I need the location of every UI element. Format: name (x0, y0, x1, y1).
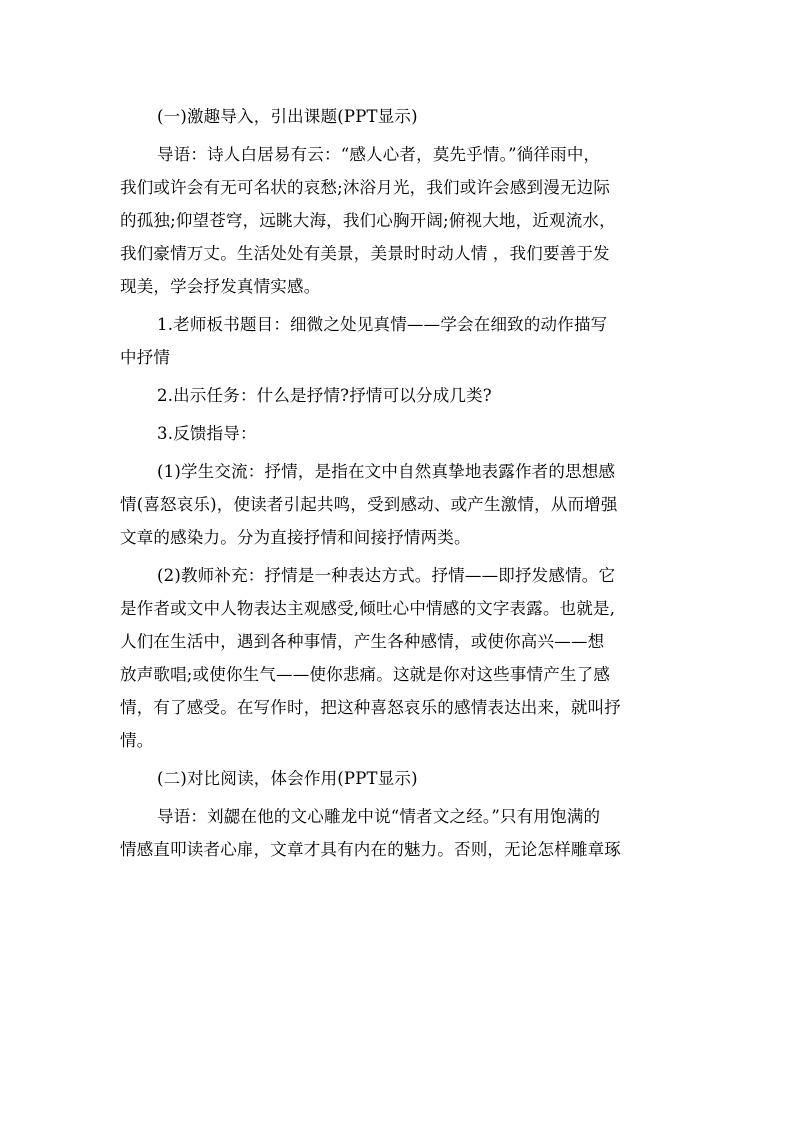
text-line: (2)教师补充：抒情是一种表达方式。抒情——即抒发感情。它 (157, 566, 616, 585)
text-line: 放声歌唱;或使你生气——使你悲痛。这就是你对这些事情产生了感 (120, 665, 611, 684)
text-line: 3.反馈指导： (157, 424, 257, 443)
text-line: (1)学生交流：抒情，是指在文中自然真挚地表露作者的思想感 (157, 462, 616, 481)
text-line: 情感直叩读者心扉，文章才具有内在的魅力。否则，无论怎样雕章琢 (120, 840, 621, 859)
text-line: 文章的感染力。分为直接抒情和间接抒情两类。 (120, 528, 471, 547)
text-line: 人们在生活中，遇到各种事情，产生各种感情，或使你高兴——想 (120, 632, 605, 651)
text-line: 导语：刘勰在他的文心雕龙中说“情者文之经。”只有用饱满的 (157, 807, 601, 826)
text-line: 是作者或文中人物表达主观感受,倾吐心中情感的文字表露。也就是, (120, 599, 616, 618)
text-line: 1.老师板书题目：细微之处见真情——学会在细致的动作描写 (157, 315, 608, 334)
text-line: 导语：诗人白居易有云：“感人心者，莫先乎情。”徜徉雨中， (157, 145, 601, 164)
text-line: 我们或许会有无可名状的哀愁;沐浴月光，我们或许会感到漫无边际 (120, 178, 611, 197)
text-line: 情，有了感受。在写作时，把这种喜怒哀乐的感情表达出来，就叫抒 (120, 698, 621, 717)
text-line: 现美，学会抒发真情实感。 (120, 277, 321, 296)
text-line: 的孤独;仰望苍穹，远眺大海，我们心胸开阔;俯视大地，近观流水， (120, 211, 616, 230)
text-line: 中抒情 (120, 348, 171, 367)
text-line: 2.出示任务：什么是抒情?抒情可以分成几类? (157, 386, 492, 405)
document-page (120, 100, 676, 866)
text-line: (二)对比阅读，体会作用(PPT显示) (157, 769, 418, 788)
text-line: 我们豪情万丈。生活处处有美景，美景时时动人情 ，我们要善于发 (120, 244, 610, 263)
text-line: (一)激趣导入，引出课题(PPT显示) (157, 107, 418, 126)
text-line: 情(喜怒哀乐)，使读者引起共鸣，受到感动、或产生激情，从而增强 (120, 495, 618, 514)
text-line: 情。 (120, 731, 154, 750)
